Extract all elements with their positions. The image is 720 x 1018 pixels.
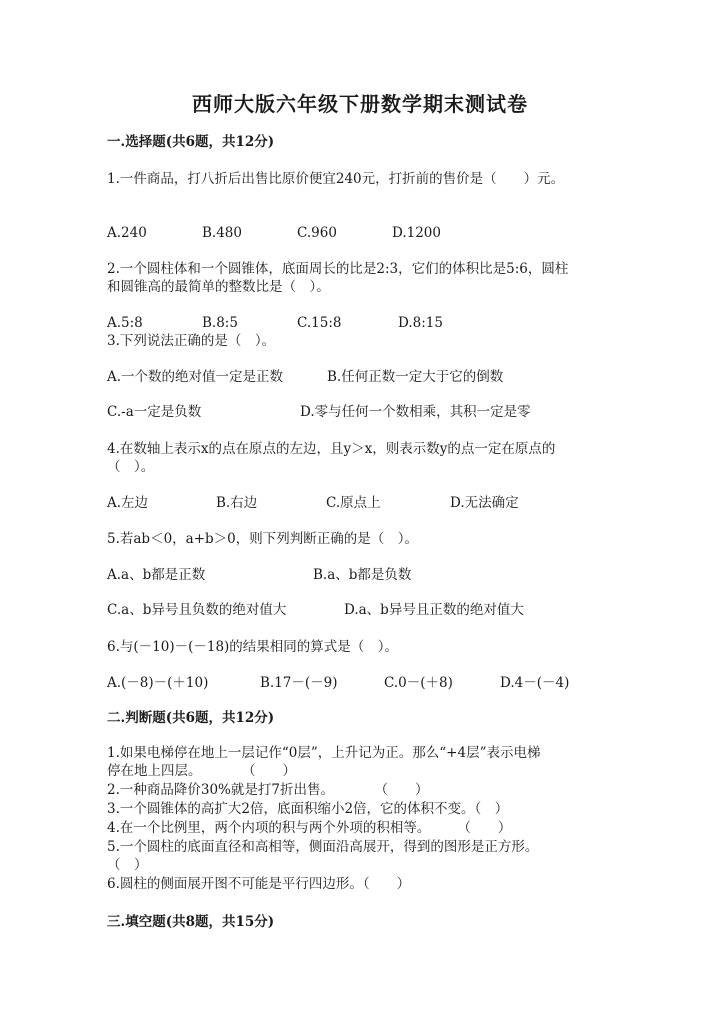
option-a: A.一个数的绝对值一定是正数	[107, 369, 284, 385]
option-d: D.零与任何一个数相乘，其积一定是零	[300, 404, 531, 420]
option-b: B.8:5	[202, 315, 238, 331]
option-b: B.17－(－9)	[260, 675, 338, 691]
option-a: A.左边	[107, 495, 149, 511]
option-a: A.5:8	[107, 315, 143, 331]
judgement-1-line2: 停在地上四层。 （ ）	[107, 763, 296, 779]
question-1-4-line1: 4.在数轴上表示x的点在原点的左边，且y＞x，则表示数y的点一定在原点的	[107, 441, 556, 457]
judgement-5-line2: （ ）	[107, 857, 148, 873]
question-1-4-line2: （ ）。	[107, 459, 155, 475]
option-a: A.240	[107, 225, 147, 241]
question-1-3: 3.下列说法正确的是（ ）。	[107, 333, 276, 349]
option-d: D.无法确定	[450, 495, 519, 511]
option-a: A.a、b都是正数	[107, 567, 206, 583]
option-c: C.0－(＋8)	[384, 675, 453, 691]
judgement-4: 4.在一个比例里，两个内项的积与两个外项的积相等。 （ ）	[107, 820, 512, 836]
section-heading-judgement: 二.判断题(共6题，共12分)	[107, 710, 275, 726]
question-1-2-line1: 2.一个圆柱体和一个圆锥体，底面周长的比是2:3，它们的体积比是5:6，圆柱	[107, 261, 569, 277]
option-d: D.4－(－4)	[500, 675, 570, 691]
section-heading-fill-blank: 三.填空题(共8题，共15分)	[107, 914, 275, 930]
judgement-6: 6.圆柱的侧面展开图不可能是平行四边形。（ ）	[107, 876, 411, 892]
option-b: B.任何正数一定大于它的倒数	[327, 369, 504, 385]
judgement-2: 2.一种商品降价30%就是打7折出售。 （ ）	[107, 782, 429, 798]
option-d: D.1200	[392, 225, 441, 241]
section-heading-choice: 一.选择题(共6题，共12分)	[107, 134, 275, 150]
option-d: D.8:15	[398, 315, 443, 331]
judgement-5-line1: 5.一个圆柱的底面直径和高相等，侧面沿高展开，得到的图形是正方形。	[107, 839, 539, 855]
option-c: C.a、b异号且负数的绝对值大	[107, 602, 287, 618]
question-1-1: 1.一件商品，打八折后出售比原价便宜240元，打折前的售价是（ ）元。	[107, 171, 565, 187]
option-c: C.-a一定是负数	[107, 404, 202, 420]
option-b: B.480	[202, 225, 242, 241]
option-c: C.960	[297, 225, 337, 241]
judgement-1-line1: 1.如果电梯停在地上一层记作“0层”，上升记为正。那么“+4层”表示电梯	[107, 745, 541, 761]
question-1-6: 6.与(－10)－(－18)的结果相同的算式是（ ）。	[107, 639, 399, 655]
option-a: A.(－8)－(＋10)	[107, 675, 209, 691]
judgement-3: 3.一个圆锥体的高扩大2倍，底面积缩小2倍，它的体积不变。（ ）	[107, 801, 509, 817]
option-b: B.a、b都是负数	[313, 567, 412, 583]
option-c: C.15:8	[297, 315, 342, 331]
question-1-2-line2: 和圆锥高的最简单的整数比是（ ）。	[107, 279, 330, 295]
option-b: B.右边	[216, 495, 258, 511]
option-d: D.a、b异号且正数的绝对值大	[344, 602, 524, 618]
option-c: C.原点上	[326, 495, 381, 511]
page-title: 西师大版六年级下册数学期末测试卷	[192, 92, 528, 116]
question-1-5: 5.若ab＜0，a+b＞0，则下列判断正确的是（ ）。	[107, 531, 419, 547]
